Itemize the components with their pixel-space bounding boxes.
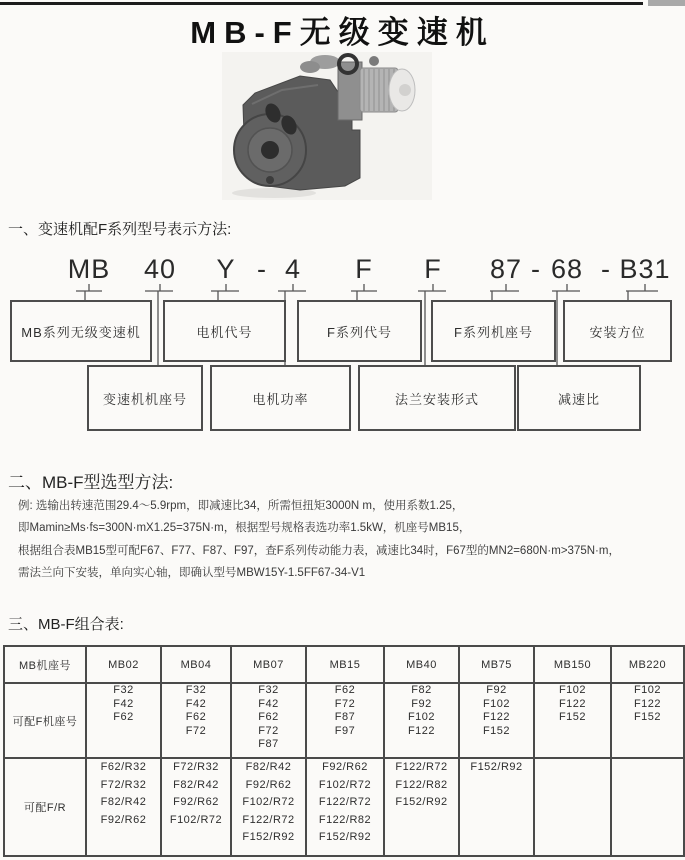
- casting-bump2: [300, 61, 320, 73]
- table-cell-line: F122: [633, 697, 662, 710]
- code-part-power: 4: [284, 254, 302, 284]
- table-cell: [306, 683, 384, 758]
- table-cell-line: F32: [185, 684, 207, 696]
- header-cell-mb220: MB220: [611, 646, 684, 683]
- table-cell-line: F62: [113, 711, 134, 723]
- code-separator-2: -: [531, 254, 541, 284]
- code-separator-1: -: [257, 254, 267, 284]
- label-box-f-series: F系列代号: [297, 300, 422, 362]
- table-cell-line: F42: [113, 697, 134, 710]
- table-cell-line: F82/R42: [245, 761, 292, 773]
- header-cell-mb07: MB07: [231, 646, 306, 683]
- table-cell-line: F62: [258, 711, 279, 723]
- section-two-heading: 二、MB-F型选型方法:: [8, 473, 174, 492]
- label-box-mb-series: MB系列无级变速机: [10, 300, 152, 362]
- row-label-f-frames: 可配F机座号: [4, 683, 86, 758]
- table-cell-line: F92/R62: [173, 796, 219, 808]
- table-cell-line: F122/R72: [395, 761, 448, 773]
- table-cell-line: F42: [258, 697, 279, 710]
- example-line-3: 根据组合表MB15型可配F67、F77、F87、F97，查F系列传动能力表，减速比34时，F67型的MN2=680N·m>375N·m，: [18, 545, 620, 557]
- header-cell-mb15: MB15: [306, 646, 384, 683]
- example-line-1: 例: 选输出转速范围29.4～5.9rpm，即减速比34，所需恒扭矩3000N m，使用系数1.25，: [18, 500, 464, 512]
- table-cell-line: F102/R72: [318, 778, 372, 791]
- table-cell: [231, 683, 306, 758]
- label-box-ratio: 减速比: [517, 365, 641, 431]
- table-cell: [384, 758, 459, 856]
- code-part-f-series: F: [355, 254, 373, 284]
- code-part-flange: F: [424, 254, 442, 284]
- table-cell-line: F152/R92: [470, 761, 523, 773]
- motor-endcap-hub: [399, 84, 411, 96]
- flange-bolt: [266, 176, 274, 184]
- table-cell-line: F62: [185, 711, 207, 723]
- table-row-fr-combos: [4, 758, 684, 856]
- table-cell-line: F122: [482, 711, 511, 723]
- header-cell-frame: MB机座号: [4, 646, 86, 683]
- page-title: MB-F无级变速机: [190, 15, 495, 50]
- example-line-4: 需法兰向下安装，单向实心轴，即确认型号MBW15Y-1.5FF67-34-V1: [18, 567, 366, 579]
- row-label-fr: 可配F/R: [4, 758, 86, 856]
- table-cell-line: F32: [113, 684, 134, 696]
- header-cell-mb02: MB02: [86, 646, 161, 683]
- table-cell-line: F32: [258, 684, 279, 696]
- section-three-heading: 三、MB-F组合表:: [8, 616, 124, 633]
- table-cell: [459, 758, 534, 856]
- example-line-2: 即Mamin≥Ms·fs=300N·mX1.25=375N·m，根据型号规格表选功率1.5kW，机座号MB15，: [18, 522, 471, 534]
- table-cell-line: F72/R32: [173, 761, 219, 773]
- table-cell: [611, 683, 684, 758]
- table-cell-line: F82/R42: [173, 778, 219, 791]
- table-cell-line: F122/R82: [395, 778, 448, 791]
- label-box-variator-frame: 变速机机座号: [87, 365, 203, 431]
- header-cell-mb75: MB75: [459, 646, 534, 683]
- table-cell-line: F152: [558, 711, 587, 723]
- table-cell-line: F72: [185, 724, 207, 737]
- table-cell: [86, 758, 161, 856]
- table-cell-line: F82/R42: [100, 796, 147, 808]
- code-part-f-frame: 87: [489, 254, 523, 284]
- table-cell-line: F87: [258, 738, 279, 750]
- table-cell-line: F122/R72: [318, 796, 372, 808]
- section-one-heading: 一、变速机配F系列型号表示方法:: [8, 221, 232, 238]
- table-cell-line: F152/R92: [395, 796, 448, 808]
- flange-bore: [261, 141, 279, 159]
- label-box-motor-code: 电机代号: [163, 300, 286, 362]
- table-cell: [86, 683, 161, 758]
- table-cell-line: F152: [482, 724, 511, 737]
- table-cell: [459, 683, 534, 758]
- header-cell-mb150: MB150: [534, 646, 611, 683]
- table-row-f-frames: [4, 683, 684, 758]
- table-cell-line: F102: [407, 711, 436, 723]
- table-cell-line: F92/R62: [322, 761, 368, 773]
- table-cell-line: F92: [486, 684, 507, 696]
- table-cell-line: F122/R82: [318, 813, 372, 826]
- code-part-mounting: B31: [619, 254, 671, 284]
- code-part-series: MB: [67, 254, 111, 284]
- table-cell-line: F62: [334, 684, 356, 696]
- table-cell-line: F122: [558, 697, 587, 710]
- table-cell-line: F102/R72: [169, 813, 223, 826]
- table-cell-line: F122/R72: [242, 813, 295, 826]
- table-cell-line: F122: [407, 724, 436, 737]
- table-cell-line: F102: [633, 684, 662, 696]
- table-cell-line: F87: [334, 711, 356, 723]
- table-cell-line: F62/R32: [100, 761, 147, 773]
- table-cell-line: F152/R92: [318, 831, 372, 843]
- table-cell-line: F92/R62: [245, 778, 292, 791]
- corner-mark: [648, 0, 685, 6]
- table-cell-line: F152: [633, 711, 662, 723]
- table-cell-line: F42: [185, 697, 207, 710]
- header-cell-mb40: MB40: [384, 646, 459, 683]
- table-header-row: [4, 646, 684, 683]
- code-separator-3: -: [601, 254, 611, 284]
- table-cell-line: F102/R72: [242, 796, 295, 808]
- code-part-frame: 40: [143, 254, 177, 284]
- table-cell: [611, 758, 684, 856]
- table-cell-line: F82: [411, 684, 432, 696]
- product-photo: [222, 52, 432, 200]
- label-box-mounting: 安装方位: [563, 300, 672, 362]
- label-box-flange-type: 法兰安装形式: [358, 365, 516, 431]
- table-cell: [161, 683, 231, 758]
- table-cell-line: F72/R32: [100, 778, 147, 791]
- table-cell: [231, 758, 306, 856]
- table-cell-line: F102: [558, 684, 587, 696]
- table-cell-line: F72: [334, 697, 356, 710]
- table-cell: [306, 758, 384, 856]
- table-cell: [161, 758, 231, 856]
- motor-knob: [369, 56, 379, 66]
- table-cell-line: F152/R92: [242, 831, 295, 843]
- code-part-motor: Y: [216, 254, 236, 284]
- combination-table: [3, 645, 685, 857]
- table-cell-line: F92: [411, 697, 432, 710]
- table-cell: [534, 683, 611, 758]
- table-cell-line: F92/R62: [100, 813, 147, 826]
- table-cell-line: F72: [258, 724, 279, 737]
- table-cell: [534, 758, 611, 856]
- table-cell-line: F97: [334, 724, 356, 737]
- table-cell-line: F102: [482, 697, 511, 710]
- table-cell: [384, 683, 459, 758]
- label-box-f-frame: F系列机座号: [431, 300, 556, 362]
- top-rule: [0, 2, 643, 5]
- header-cell-mb04: MB04: [161, 646, 231, 683]
- label-box-motor-power: 电机功率: [210, 365, 351, 431]
- code-part-ratio: 68: [550, 254, 584, 284]
